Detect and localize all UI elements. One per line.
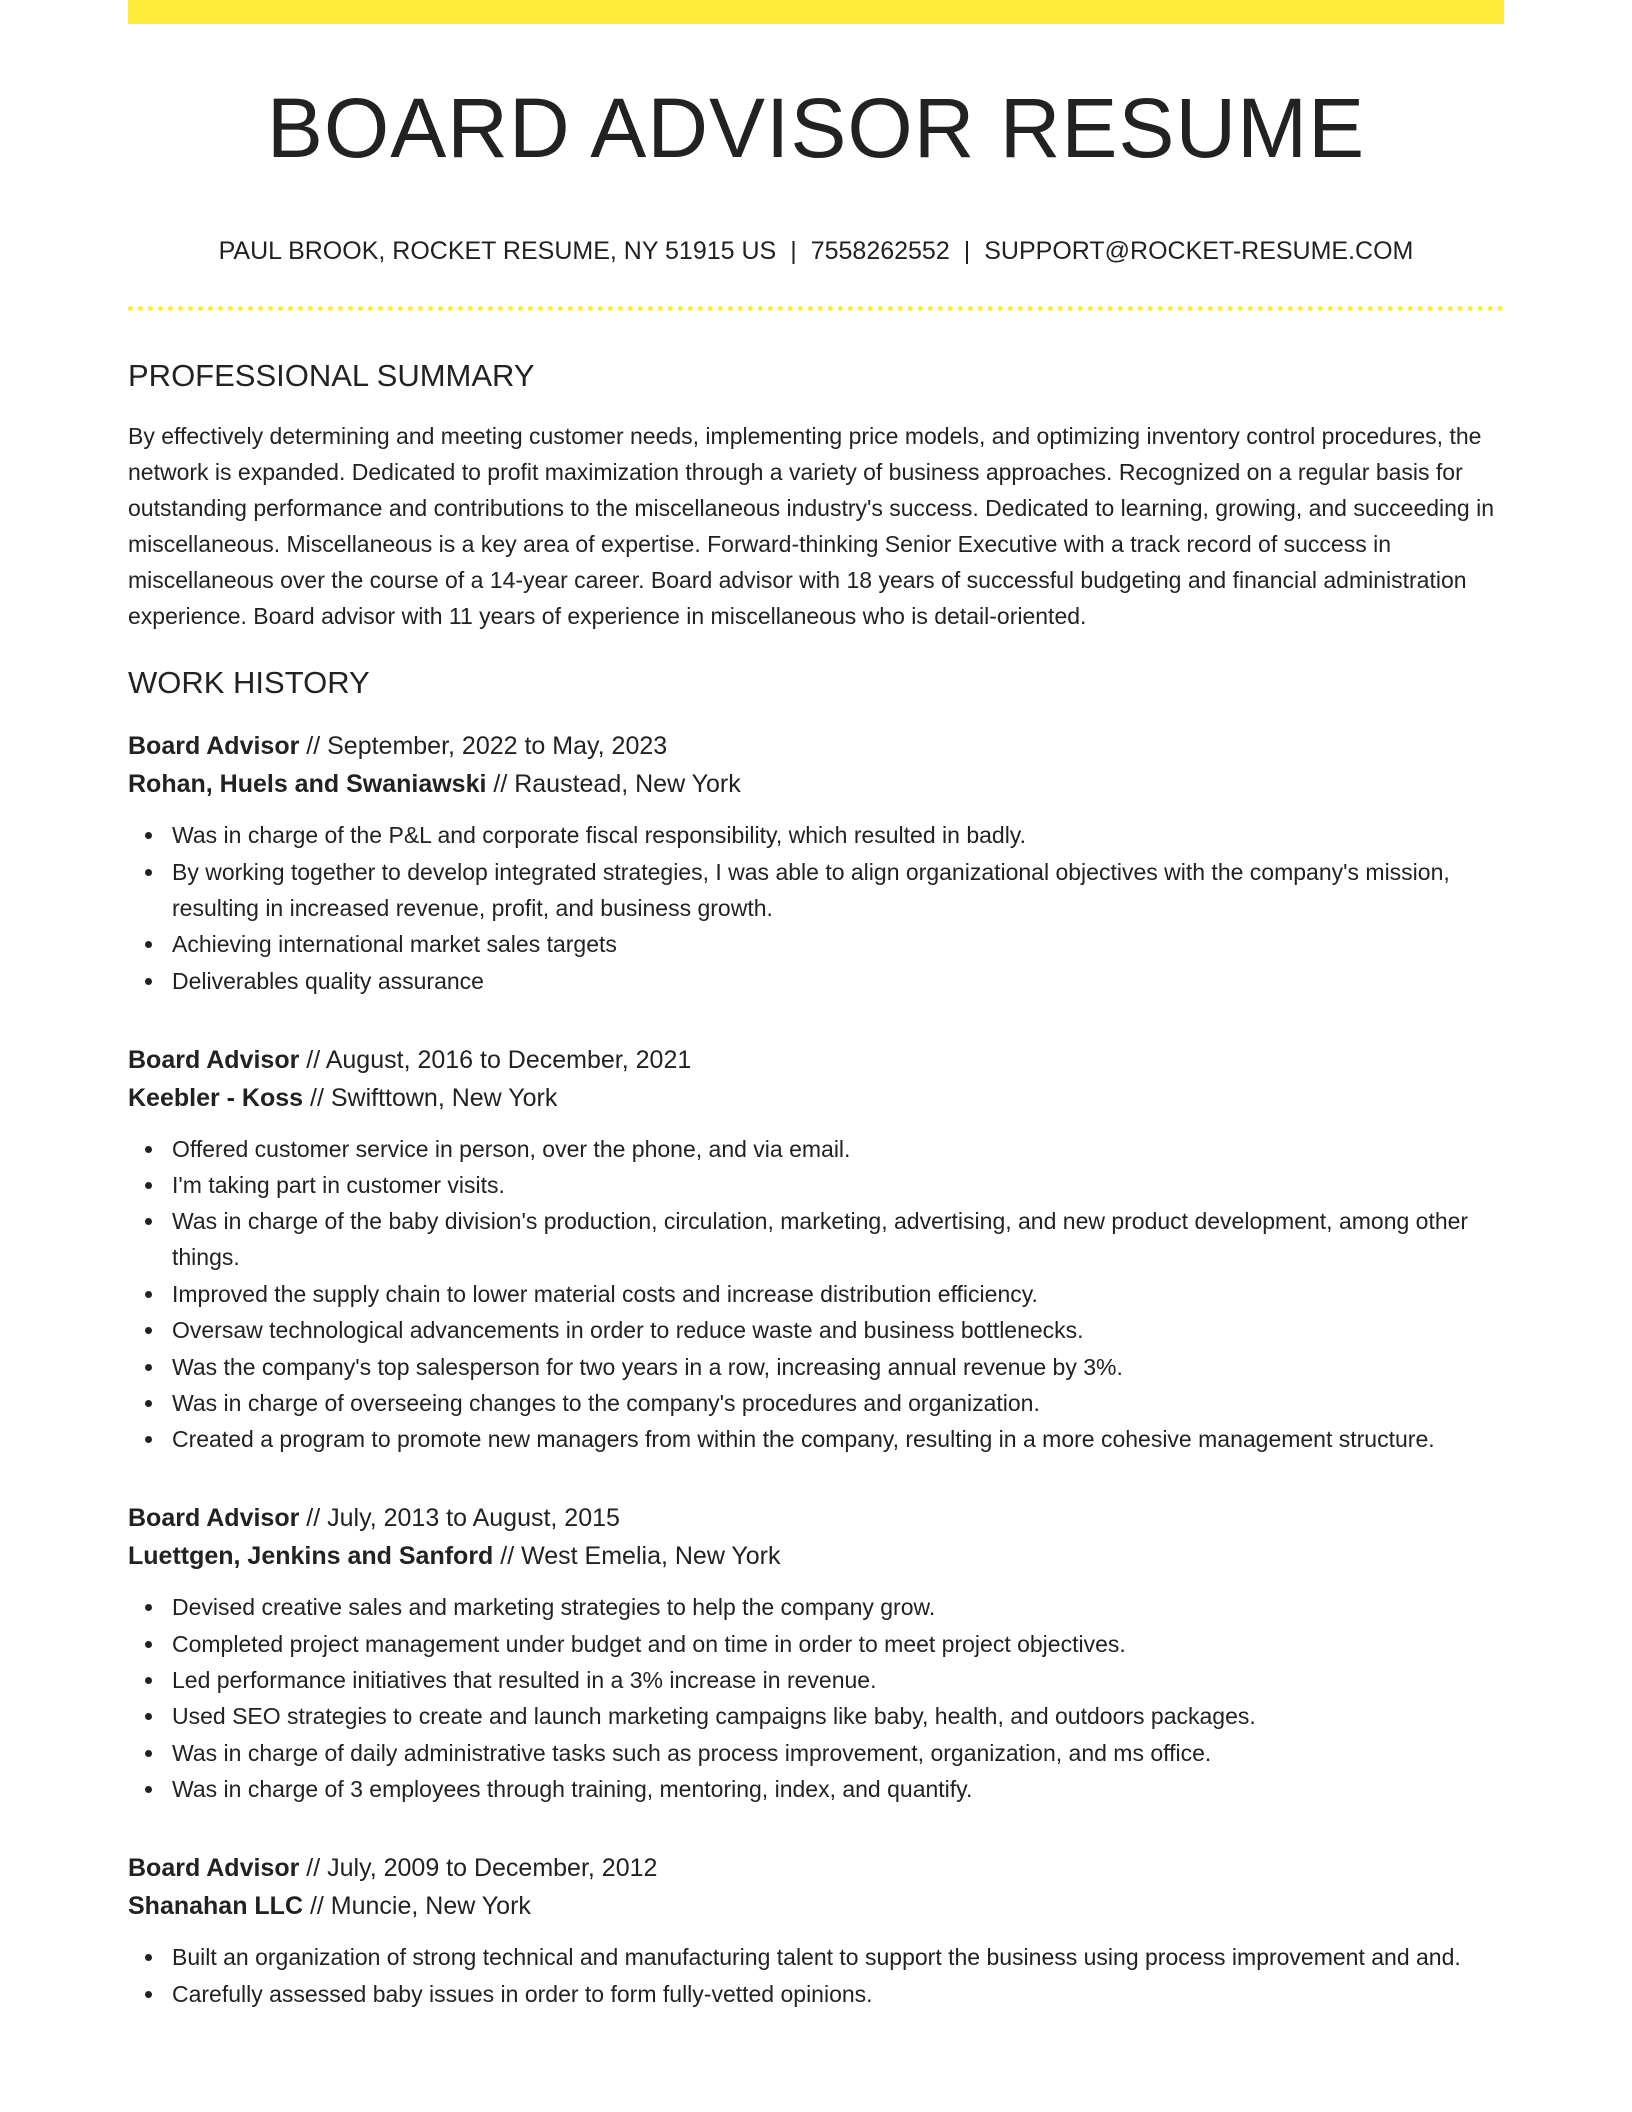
job-company-line bbox=[128, 1887, 1504, 1925]
top-accent-bar bbox=[128, 0, 1504, 24]
contact-address: PAUL BROOK, ROCKET RESUME, NY 51915 US bbox=[218, 237, 777, 265]
work-history-list bbox=[128, 727, 1504, 2011]
job-bullet: Deliverables quality assurance bbox=[172, 963, 1504, 999]
contact-separator: | bbox=[790, 237, 797, 265]
job-role-line bbox=[128, 1849, 1504, 1887]
resume-title: BOARD ADVISOR RESUME bbox=[266, 81, 1366, 175]
job-bullet: Was in charge of 3 employees through training, mentoring, index, and quantify. bbox=[172, 1771, 1504, 1807]
job-company: Rohan, Huels and Swaniawski bbox=[128, 770, 487, 799]
job-bullet: Offered customer service in person, over the phone, and via email. bbox=[172, 1131, 1504, 1167]
job-bullet: By working together to develop integrated strategies, I was able to align organizational objectives with the company's mission, resulting in increased revenue, profit, and business growth. bbox=[172, 854, 1504, 926]
job-bullet: Led performance initiatives that resulted in a 3% increase in revenue. bbox=[172, 1662, 1504, 1698]
job-dates: // August, 2016 to December, 2021 bbox=[299, 1045, 692, 1074]
job-bullets bbox=[128, 1939, 1504, 2011]
job-bullet: Improved the supply chain to lower material costs and increase distribution efficiency. bbox=[172, 1276, 1504, 1312]
contact-phone: 7558262552 bbox=[810, 237, 950, 265]
job-dates: // July, 2013 to August, 2015 bbox=[299, 1504, 620, 1533]
job-bullet: I'm taking part in customer visits. bbox=[172, 1167, 1504, 1203]
job-dates: // September, 2022 to May, 2023 bbox=[299, 732, 668, 761]
summary-text: By effectively determining and meeting customer needs, implementing price models, and optimizing inventory control procedures, the network is expanded. Dedicated to profit maximization through a variety of business approaches. Recognized on a regular basis for outstanding performance and contributions to the miscellaneous industry's success. Dedicated to learning, growing, and succeeding in miscellaneous. Miscellaneous is a key area of expertise. Forward-thinking Senior Executive with a track record of success in miscellaneous over the course of a 14-year career. Board advisor with 18 years of successful budgeting and financial administration experience. Board advisor with 11 years of experience in miscellaneous who is detail-oriented. bbox=[128, 423, 1495, 630]
job-entry bbox=[128, 1041, 1504, 1458]
job-role-line bbox=[128, 1041, 1504, 1079]
job-role: Board Advisor bbox=[128, 1854, 300, 1883]
contact-separator: | bbox=[963, 237, 971, 265]
job-company: Keebler - Koss bbox=[128, 1083, 304, 1112]
job-role-line bbox=[128, 1499, 1504, 1537]
job-entry bbox=[128, 1849, 1504, 2011]
job-bullet: Was in charge of daily administrative tasks such as process improvement, organization, and ms office. bbox=[172, 1735, 1504, 1771]
job-bullet: Built an organization of strong technical and manufacturing talent to support the business using process improvement and and. bbox=[172, 1939, 1504, 1975]
job-bullets bbox=[128, 1589, 1504, 1807]
job-bullet: Was in charge of overseeing changes to the company's procedures and organization. bbox=[172, 1385, 1504, 1421]
job-role-line bbox=[128, 727, 1504, 765]
job-bullet: Completed project management under budget and on time in order to meet project objectives. bbox=[172, 1626, 1504, 1662]
job-bullet: Was in charge of the baby division's production, circulation, marketing, advertising, and new product development, among other things. bbox=[172, 1203, 1504, 1275]
job-location: // Raustead, New York bbox=[486, 770, 741, 799]
job-role: Board Advisor bbox=[128, 1504, 300, 1533]
job-dates: // July, 2009 to December, 2012 bbox=[299, 1854, 658, 1883]
job-bullets bbox=[128, 1131, 1504, 1458]
contact-email: SUPPORT@ROCKET-RESUME.COM bbox=[984, 237, 1414, 265]
job-bullet: Devised creative sales and marketing strategies to help the company grow. bbox=[172, 1589, 1504, 1625]
job-location: // West Emelia, New York bbox=[493, 1542, 781, 1571]
job-role: Board Advisor bbox=[128, 1045, 300, 1074]
job-company-line bbox=[128, 1537, 1504, 1575]
contact-line bbox=[128, 236, 1504, 266]
job-bullet: Oversaw technological advancements in order to reduce waste and business bottlenecks. bbox=[172, 1312, 1504, 1348]
job-entry bbox=[128, 1499, 1504, 1807]
job-bullet: Created a program to promote new managers from within the company, resulting in a more cohesive management structure. bbox=[172, 1421, 1504, 1457]
job-bullet: Used SEO strategies to create and launch marketing campaigns like baby, health, and outdoors packages. bbox=[172, 1698, 1504, 1734]
job-company-line bbox=[128, 1079, 1504, 1117]
job-location: // Muncie, New York bbox=[303, 1892, 531, 1921]
resume-page bbox=[128, 0, 1504, 2012]
job-company: Shanahan LLC bbox=[128, 1892, 304, 1921]
job-location: // Swifttown, New York bbox=[303, 1083, 558, 1112]
dotted-divider bbox=[128, 306, 1504, 311]
job-bullet: Was in charge of the P&L and corporate fiscal responsibility, which resulted in badly. bbox=[172, 817, 1504, 853]
job-company-line bbox=[128, 765, 1504, 803]
job-bullet: Carefully assessed baby issues in order to form fully-vetted opinions. bbox=[172, 1976, 1504, 2012]
work-history-heading: WORK HISTORY bbox=[128, 665, 370, 701]
summary-heading: PROFESSIONAL SUMMARY bbox=[128, 358, 535, 393]
job-bullet: Was the company's top salesperson for two years in a row, increasing annual revenue by 3%. bbox=[172, 1349, 1504, 1385]
job-bullet: Achieving international market sales targets bbox=[172, 926, 1504, 962]
job-entry bbox=[128, 727, 1504, 998]
job-bullets bbox=[128, 817, 1504, 998]
job-role: Board Advisor bbox=[128, 732, 300, 761]
job-company: Luettgen, Jenkins and Sanford bbox=[128, 1542, 494, 1571]
